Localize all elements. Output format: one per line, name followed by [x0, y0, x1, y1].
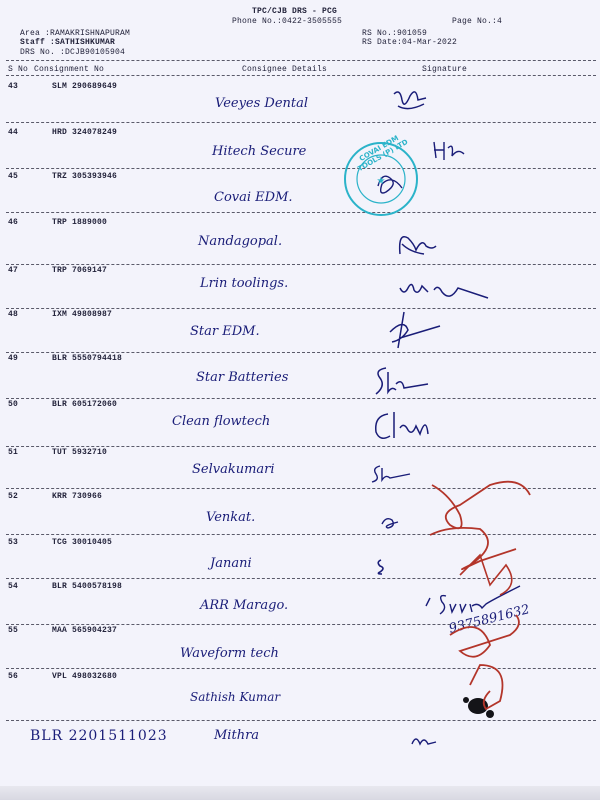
consignee-name: Lrin toolings.	[200, 276, 289, 291]
signature-mark	[398, 276, 492, 302]
row-number: 49	[8, 354, 19, 363]
col-consignee: Consignee Details	[242, 65, 328, 74]
list-item	[0, 354, 600, 398]
area-field: Area :RAMAKRISHNAPURAM	[20, 29, 131, 38]
consignee-name: Veeyes Dental	[215, 96, 309, 111]
divider	[6, 168, 596, 169]
list-item	[0, 82, 600, 122]
row-number: 45	[8, 172, 19, 181]
row-number: 52	[8, 492, 19, 501]
staff-field: Staff :SATHISHKUMAR	[20, 38, 116, 47]
row-number: 44	[8, 128, 19, 137]
divider	[6, 398, 596, 399]
list-item	[0, 218, 600, 264]
rs-date: RS Date:04-Mar-2022	[362, 38, 458, 47]
signature-mark	[372, 364, 432, 398]
consignee-name: Hitech Secure	[212, 144, 307, 159]
list-item	[0, 128, 600, 168]
list-item	[0, 172, 600, 212]
divider	[6, 264, 596, 265]
consignee-name: Sathish Kumar	[190, 690, 281, 704]
consignment-number: TUT 5932710	[52, 448, 108, 457]
signature-mark	[432, 138, 468, 162]
list-item	[0, 400, 600, 446]
col-sno: S No	[8, 65, 29, 74]
consignment-number: TRP 7069147	[52, 266, 108, 275]
consignment-number: TRP 1889000	[52, 218, 108, 227]
consignment-number: KRR 730966	[52, 492, 103, 501]
row-number: 47	[8, 266, 19, 275]
row-number: 51	[8, 448, 19, 457]
divider	[6, 212, 596, 213]
consignee-name: Star EDM.	[190, 324, 260, 339]
svg-text:★: ★	[376, 172, 386, 188]
row-number: 43	[8, 82, 19, 91]
consignee-name: Nandagopal.	[198, 234, 283, 249]
row-number: 54	[8, 582, 19, 591]
phone-number: Phone No.:0422-3505555	[232, 17, 343, 26]
consignee-name: Clean flowtech	[172, 414, 271, 429]
rs-number: RS No.:901059	[362, 29, 428, 38]
divider	[6, 446, 596, 447]
consignment-number: VPL 498032680	[52, 672, 118, 681]
company-stamp	[342, 134, 420, 218]
signature-mark	[378, 310, 444, 352]
signature-mark	[394, 224, 438, 260]
handwritten-phone: 9375891632	[447, 602, 532, 637]
signature-mark	[410, 732, 440, 748]
row-number: 55	[8, 626, 19, 635]
signature-mark	[372, 408, 432, 444]
report-title: TPC/CJB DRS - PCG	[252, 7, 338, 16]
row-number: 50	[8, 400, 19, 409]
divider	[6, 75, 596, 76]
consignment-number: BLR 5400578198	[52, 582, 123, 591]
consignee-name: Covai EDM.	[214, 190, 293, 205]
row-number: 56	[8, 672, 19, 681]
footer-consignment: BLR 2201511023	[30, 728, 168, 744]
signature-mark	[390, 86, 430, 114]
row-number: 48	[8, 310, 19, 319]
consignment-number: BLR 5550794418	[52, 354, 123, 363]
consignee-name: Venkat.	[206, 510, 256, 525]
divider	[6, 122, 596, 123]
page-number: Page No.:4	[452, 17, 503, 26]
row-number: 46	[8, 218, 19, 227]
consignment-number: BLR 605172060	[52, 400, 118, 409]
drs-number: DRS No. :DCJB90105904	[20, 48, 126, 57]
divider	[6, 60, 596, 61]
col-consignment: Consignment No	[34, 65, 105, 74]
consignee-name: ARR Marago.	[200, 598, 289, 613]
consignment-number: HRD 324078249	[52, 128, 118, 137]
consignee-name: Janani	[210, 556, 252, 571]
divider	[6, 352, 596, 353]
consignment-number: MAA 565904237	[52, 626, 118, 635]
stamp-text: COVAI EDM TOOLS (P) LTD	[356, 134, 410, 174]
consignee-name: Star Batteries	[196, 370, 289, 385]
consignment-number: TCG 30010405	[52, 538, 113, 547]
row-number: 53	[8, 538, 19, 547]
list-item	[0, 310, 600, 352]
footer-consignee: Mithra	[214, 728, 260, 743]
consignment-number: IXM 49808987	[52, 310, 113, 319]
red-signature-scribble	[420, 465, 540, 725]
signature-mark	[380, 516, 400, 530]
signature-mark	[370, 464, 414, 484]
col-signature: Signature	[422, 65, 468, 74]
scan-edge	[0, 786, 600, 800]
consignee-name: Waveform tech	[180, 646, 279, 661]
list-item	[0, 266, 600, 308]
divider	[6, 308, 596, 309]
consignment-number: SLM 290689649	[52, 82, 118, 91]
consignment-number: TRZ 305393946	[52, 172, 118, 181]
consignee-name: Selvakumari	[192, 462, 275, 477]
signature-mark	[374, 558, 388, 576]
